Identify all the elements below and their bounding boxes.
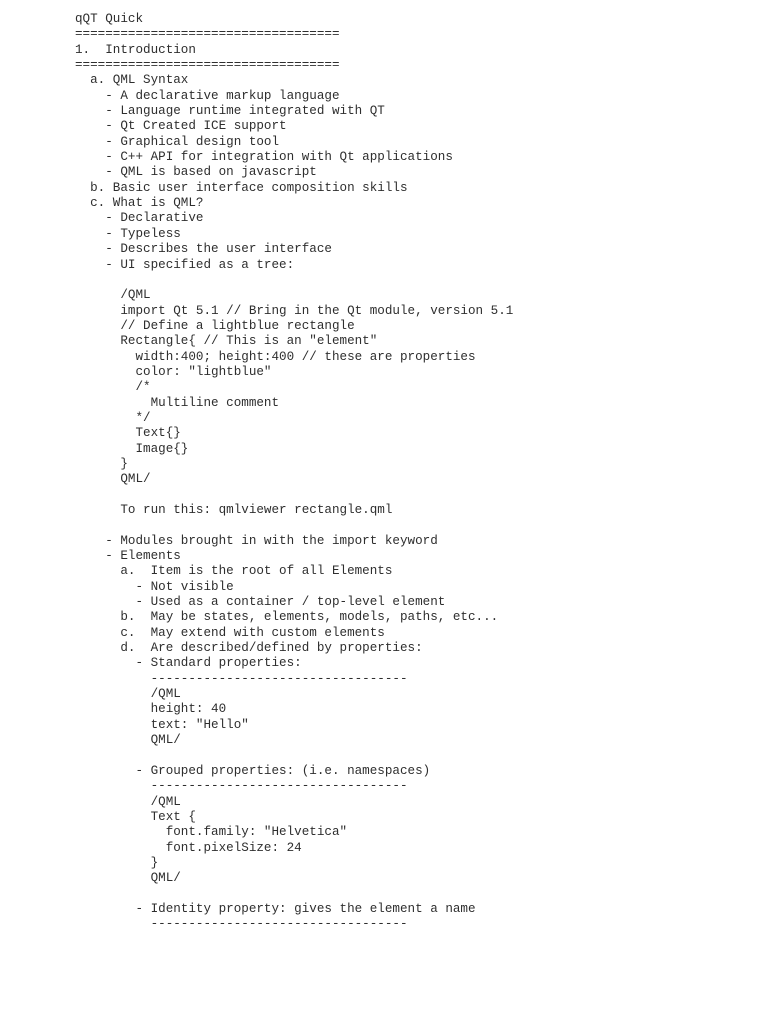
- doc-line: font.pixelSize: 24: [75, 840, 302, 855]
- doc-line: - UI specified as a tree:: [75, 257, 295, 272]
- doc-line: a. QML Syntax: [75, 73, 189, 88]
- doc-line: a. Item is the root of all Elements: [75, 564, 393, 579]
- doc-line: c. What is QML?: [75, 196, 204, 211]
- doc-line: d. Are described/defined by properties:: [75, 641, 423, 656]
- doc-line: - C++ API for integration with Qt applications: [75, 150, 453, 165]
- doc-line: ----------------------------------: [75, 671, 408, 686]
- doc-line: - Grouped properties: (i.e. namespaces): [75, 763, 431, 778]
- doc-line: // Define a lightblue rectangle: [75, 318, 355, 333]
- doc-line: [75, 887, 755, 902]
- doc-line: - Standard properties:: [75, 656, 302, 671]
- doc-line: QML/: [75, 472, 151, 487]
- doc-line: /QML: [75, 288, 151, 303]
- doc-line: [75, 488, 755, 503]
- doc-line: - Language runtime integrated with QT: [75, 104, 385, 119]
- doc-line: import Qt 5.1 // Bring in the Qt module, version 5.1: [75, 303, 514, 318]
- doc-line: [75, 749, 755, 764]
- doc-line: Text {: [75, 809, 196, 824]
- doc-line: c. May extend with custom elements: [75, 625, 385, 640]
- doc-line: - Describes the user interface: [75, 242, 332, 257]
- doc-line: QML/: [75, 733, 181, 748]
- doc-line: /*: [75, 380, 151, 395]
- doc-line: width:400; height:400 // these are properties: [75, 349, 476, 364]
- doc-line: To run this: qmlviewer rectangle.qml: [75, 503, 393, 517]
- doc-line: 1. Introduction: [75, 42, 196, 57]
- doc-line: qQT Quick: [75, 12, 144, 26]
- doc-line: - Typeless: [75, 226, 181, 241]
- doc-line: ===================================: [75, 27, 340, 42]
- doc-line: ----------------------------------: [75, 779, 408, 794]
- doc-line: */: [75, 410, 151, 425]
- doc-line: }: [75, 456, 128, 471]
- doc-line: - Used as a container / top-level element: [75, 595, 446, 610]
- doc-line: QML/: [75, 871, 181, 886]
- doc-line: Multiline comment: [75, 395, 280, 410]
- doc-line: - Modules brought in with the import keyword: [75, 533, 438, 548]
- doc-line: [75, 518, 755, 533]
- doc-line: b. May be states, elements, models, paths, etc...: [75, 610, 499, 625]
- doc-line: Image{}: [75, 441, 189, 456]
- doc-line: b. Basic user interface composition skills: [75, 180, 408, 195]
- doc-line: [75, 273, 755, 288]
- doc-line: ----------------------------------: [75, 917, 408, 932]
- doc-line: - Identity property: gives the element a name: [75, 901, 476, 916]
- doc-line: - Declarative: [75, 211, 204, 226]
- doc-line: }: [75, 855, 159, 870]
- doc-line: - QML is based on javascript: [75, 165, 317, 180]
- doc-line: Rectangle{ // This is an "element": [75, 334, 378, 349]
- doc-line: Text{}: [75, 426, 181, 441]
- doc-line: - Qt Created ICE support: [75, 119, 287, 134]
- doc-line: - Graphical design tool: [75, 134, 280, 149]
- doc-line: - Elements: [75, 549, 181, 564]
- doc-line: text: "Hello": [75, 717, 249, 732]
- doc-line: - A declarative markup language: [75, 88, 340, 103]
- doc-line: font.family: "Helvetica": [75, 825, 348, 840]
- doc-line: color: "lightblue": [75, 364, 272, 379]
- doc-line: /QML: [75, 794, 181, 809]
- doc-line: /QML: [75, 687, 181, 702]
- doc-line: ===================================: [75, 58, 340, 73]
- doc-line: height: 40: [75, 702, 227, 717]
- doc-line: - Not visible: [75, 579, 234, 594]
- document-text: [75, 12, 755, 933]
